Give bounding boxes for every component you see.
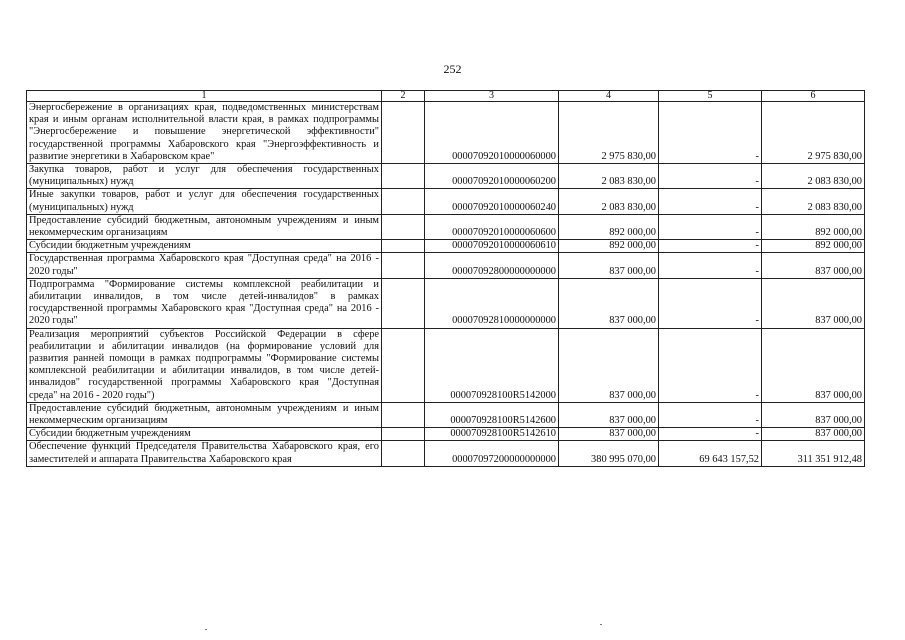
column-header: 5 [659,91,762,102]
row-col2 [382,278,425,328]
row-name: Закупка товаров, работ и услуг для обеспечения государственных (муниципальных) нужд [27,164,382,189]
row-col6: 837 000,00 [762,253,865,278]
row-code: 00007092800000000000 [425,253,559,278]
table-row [27,278,865,328]
row-col2 [382,402,425,427]
row-col4: 837 000,00 [559,428,659,441]
row-code: 000070928100R5142610 [425,428,559,441]
row-col6: 2 083 830,00 [762,189,865,214]
row-code: 00007092010000060000 [425,102,559,164]
row-name: Предоставление субсидий бюджетным, автономным учреждениям и иным некоммерческим организациям [27,214,382,239]
row-name: Обеспечение функций Председателя Правительства Хабаровского края, его заместителей и аппарата Правительства Хабаровского края [27,441,382,466]
row-name: Субсидии бюджетным учреждениям [27,240,382,253]
row-name: Субсидии бюджетным учреждениям [27,428,382,441]
row-col5: - [659,189,762,214]
table-row [27,402,865,427]
row-col4: 2 083 830,00 [559,164,659,189]
row-code: 000070928100R5142000 [425,328,559,402]
row-col5: - [659,240,762,253]
row-col2 [382,164,425,189]
row-name: Предоставление субсидий бюджетным, автономным учреждениям и иным некоммерческим организациям [27,402,382,427]
row-col2 [382,253,425,278]
row-col5: - [659,214,762,239]
row-col5: - [659,253,762,278]
row-col4: 380 995 070,00 [559,441,659,466]
row-col5: - [659,328,762,402]
row-col6: 837 000,00 [762,428,865,441]
page-number: 252 [443,62,462,76]
table-row [27,214,865,239]
table-row [27,428,865,441]
table-row [27,240,865,253]
row-col5: - [659,278,762,328]
row-name: Государственная программа Хабаровского края "Доступная среда" на 2016 - 2020 годы" [27,253,382,278]
row-col5: - [659,428,762,441]
row-col4: 837 000,00 [559,402,659,427]
row-col4: 837 000,00 [559,278,659,328]
scan-speck [600,624,602,625]
row-col2 [382,189,425,214]
row-col5: - [659,102,762,164]
row-col2 [382,240,425,253]
row-col4: 892 000,00 [559,214,659,239]
row-name: Подпрограмма "Формирование системы комплексной реабилитации и абилитации инвалидов, в том числе детей-инвалидов" в рамках государственной программы Хабаровского края "Доступная среда" на 2016 - 2020 годы" [27,278,382,328]
table-row [27,102,865,164]
row-code: 00007092010000060600 [425,214,559,239]
row-col2 [382,214,425,239]
table-row [27,441,865,466]
table-row [27,164,865,189]
row-col4: 2 083 830,00 [559,189,659,214]
column-header: 3 [425,91,559,102]
row-col6: 837 000,00 [762,328,865,402]
budget-table [26,90,865,467]
row-col2 [382,102,425,164]
row-code: 00007097200000000000 [425,441,559,466]
row-name: Реализация мероприятий субъектов Российской Федерации в сфере реабилитации и абилитации инвалидов (на формирование условий для развития ранней помощи в рамках подпрограммы "Формирование системы комплексной реабилитации и абилитации инвалидов, в том числе детей-инвалидов" государственной программы Хабаровского края "Доступная среда" на 2016 - 2020 годы") [27,328,382,402]
row-col2 [382,441,425,466]
row-col2 [382,428,425,441]
table-row [27,253,865,278]
row-col2 [382,328,425,402]
row-name: Иные закупки товаров, работ и услуг для обеспечения государственных (муниципальных) нужд [27,189,382,214]
column-header: 1 [27,91,382,102]
row-col4: 2 975 830,00 [559,102,659,164]
row-col5: - [659,164,762,189]
row-col6: 837 000,00 [762,402,865,427]
row-col6: 892 000,00 [762,240,865,253]
row-code: 00007092810000000000 [425,278,559,328]
column-header: 4 [559,91,659,102]
table-header-row [27,91,865,102]
column-header: 6 [762,91,865,102]
column-header: 2 [382,91,425,102]
row-col4: 892 000,00 [559,240,659,253]
row-col6: 892 000,00 [762,214,865,239]
row-code: 00007092010000060200 [425,164,559,189]
row-col6: 2 083 830,00 [762,164,865,189]
row-col6: 837 000,00 [762,278,865,328]
row-code: 00007092010000060240 [425,189,559,214]
row-col4: 837 000,00 [559,328,659,402]
row-col5: 69 643 157,52 [659,441,762,466]
row-code: 000070928100R5142600 [425,402,559,427]
row-col6: 2 975 830,00 [762,102,865,164]
table-row [27,189,865,214]
row-code: 00007092010000060610 [425,240,559,253]
row-col5: - [659,402,762,427]
row-name: Энергосбережение в организациях края, подведомственных министерствам края и иным органам исполнительной власти края, в рамках подпрограммы "Энергосбережение и повышение энергетической эффективности" государственной программы Хабаровского края "Энергоэффективность и развитие энергетики в Хабаровском крае" [27,102,382,164]
table-row [27,328,865,402]
scan-speck [205,629,207,630]
row-col6: 311 351 912,48 [762,441,865,466]
row-col4: 837 000,00 [559,253,659,278]
